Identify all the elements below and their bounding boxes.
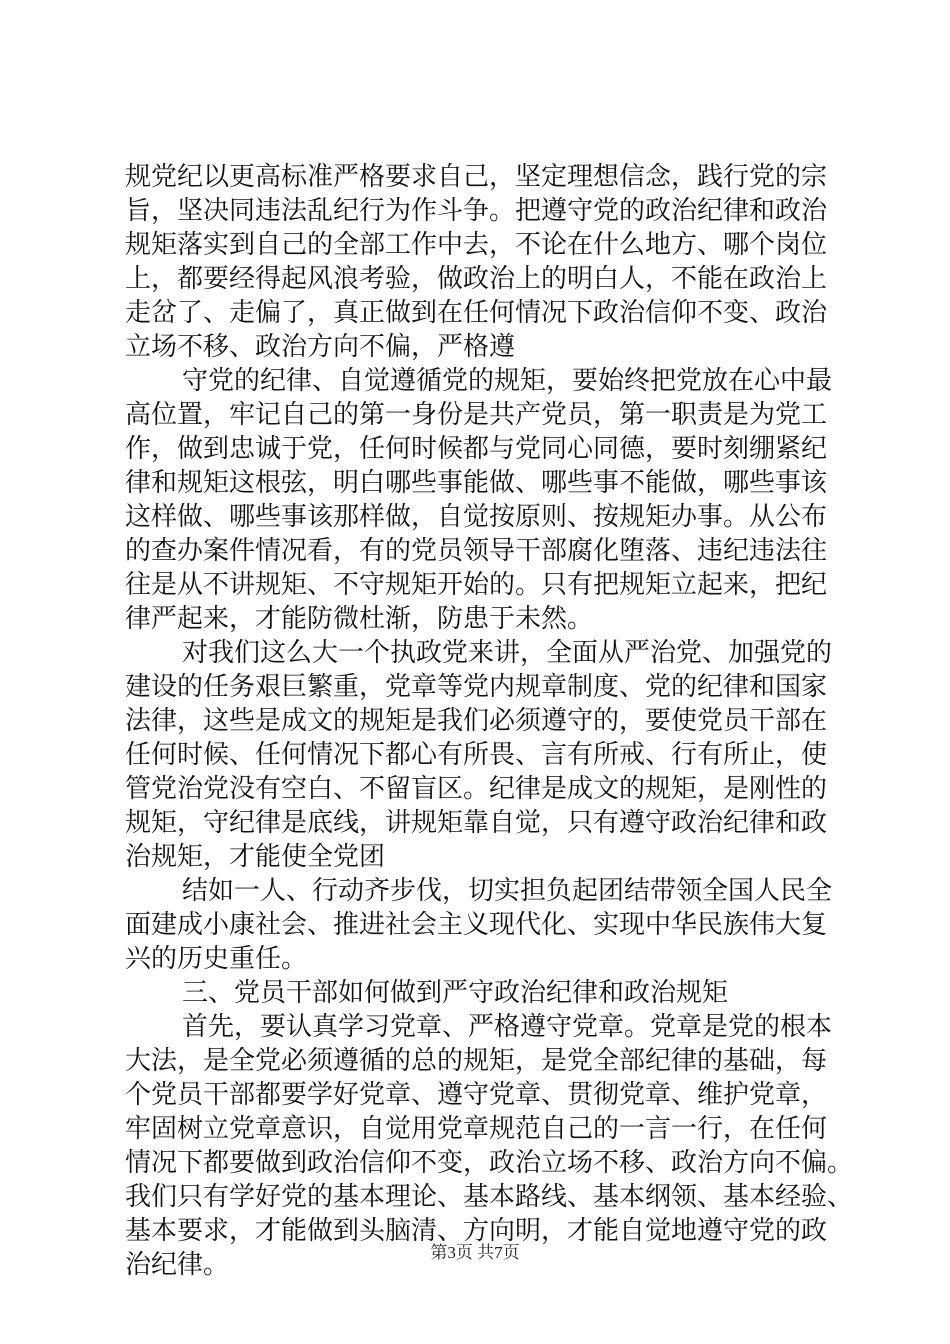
text-line: 这样做、哪些事该那样做，自觉按原则、按规矩办事。从公布 [125,502,828,532]
text-line: 基本要求，才能做到头脑清、方向明，才能自觉地遵守党的政 [125,1216,828,1246]
text-line: 我们只有学好党的基本理论、基本路线、基本纲领、基本经验、 [125,1182,854,1212]
text-line: 管党治党没有空白、不留盲区。纪律是成文的规矩，是刚性的 [125,774,828,804]
text-line: 往是从不讲规矩、不守规矩开始的。只有把规矩立起来，把纪 [125,570,828,600]
text-line: 规矩，守纪律是底线，讲规矩靠自觉，只有遵守政治纪律和政 [125,808,828,838]
text-line: 律严起来，才能防微杜渐，防患于未然。 [125,604,594,634]
text-line: 任何时候、任何情况下都心有所畏、言有所戒、行有所止，使 [125,740,828,770]
text-line: 面建成小康社会、推进社会主义现代化、实现中华民族伟大复 [125,910,828,940]
text-line: 规矩落实到自己的全部工作中去，不论在什么地方、哪个岗位 [125,230,828,260]
text-line: 律和规矩这根弦，明白哪些事能做、哪些事不能做，哪些事该 [125,468,828,498]
text-line: 个党员干部都要学好党章、遵守党章、贯彻党章、维护党章， [125,1080,828,1110]
text-line: 规党纪以更高标准严格要求自己，坚定理想信念，践行党的宗 [125,162,828,192]
text-line: 高位置，牢记自己的第一身份是共产党员，第一职责是为党工 [125,400,828,430]
paragraph-first-line: 结如一人、行动齐步伐，切实担负起团结带领全国人民全 [182,876,833,906]
section-heading: 三、党员干部如何做到严守政治纪律和政治规矩 [182,978,729,1008]
text-line: 旨，坚决同违法乱纪行为作斗争。把遵守党的政治纪律和政治 [125,196,828,226]
text-line: 上，都要经得起风浪考验，做政治上的明白人，不能在政治上 [125,264,828,294]
paragraph-first-line: 守党的纪律、自觉遵循党的规矩，要始终把党放在心中最 [182,366,833,396]
text-line: 立场不移、政治方向不偏，严格遵 [125,332,516,362]
text-line: 兴的历史重任。 [125,944,308,974]
text-line: 治规矩，才能使全党团 [125,842,386,872]
text-line: 的查办案件情况看，有的党员领导干部腐化堕落、违纪违法往 [125,536,828,566]
text-line: 建设的任务艰巨繁重，党章等党内规章制度、党的纪律和国家 [125,672,828,702]
paragraph-first-line: 对我们这么大一个执政党来讲，全面从严治党、加强党的 [182,638,833,668]
text-line: 作，做到忠诚于党，任何时候都与党同心同德，要时刻绷紧纪 [125,434,828,464]
text-line: 法律，这些是成文的规矩是我们必须遵守的，要使党员干部在 [125,706,828,736]
text-line: 治纪律。 [125,1250,230,1280]
page-footer: 第3页 共7页 [430,1243,520,1262]
paragraph-first-line: 首先，要认真学习党章、严格遵守党章。党章是党的根本 [182,1012,833,1042]
text-line: 大法，是全党必须遵循的总的规矩，是党全部纪律的基础，每 [125,1046,828,1076]
text-line: 牢固树立党章意识，自觉用党章规范自己的一言一行，在任何 [125,1114,828,1144]
text-line: 情况下都要做到政治信仰不变，政治立场不移、政治方向不偏。 [125,1148,854,1178]
text-line: 走岔了、走偏了，真正做到在任何情况下政治信仰不变、政治 [125,298,828,328]
